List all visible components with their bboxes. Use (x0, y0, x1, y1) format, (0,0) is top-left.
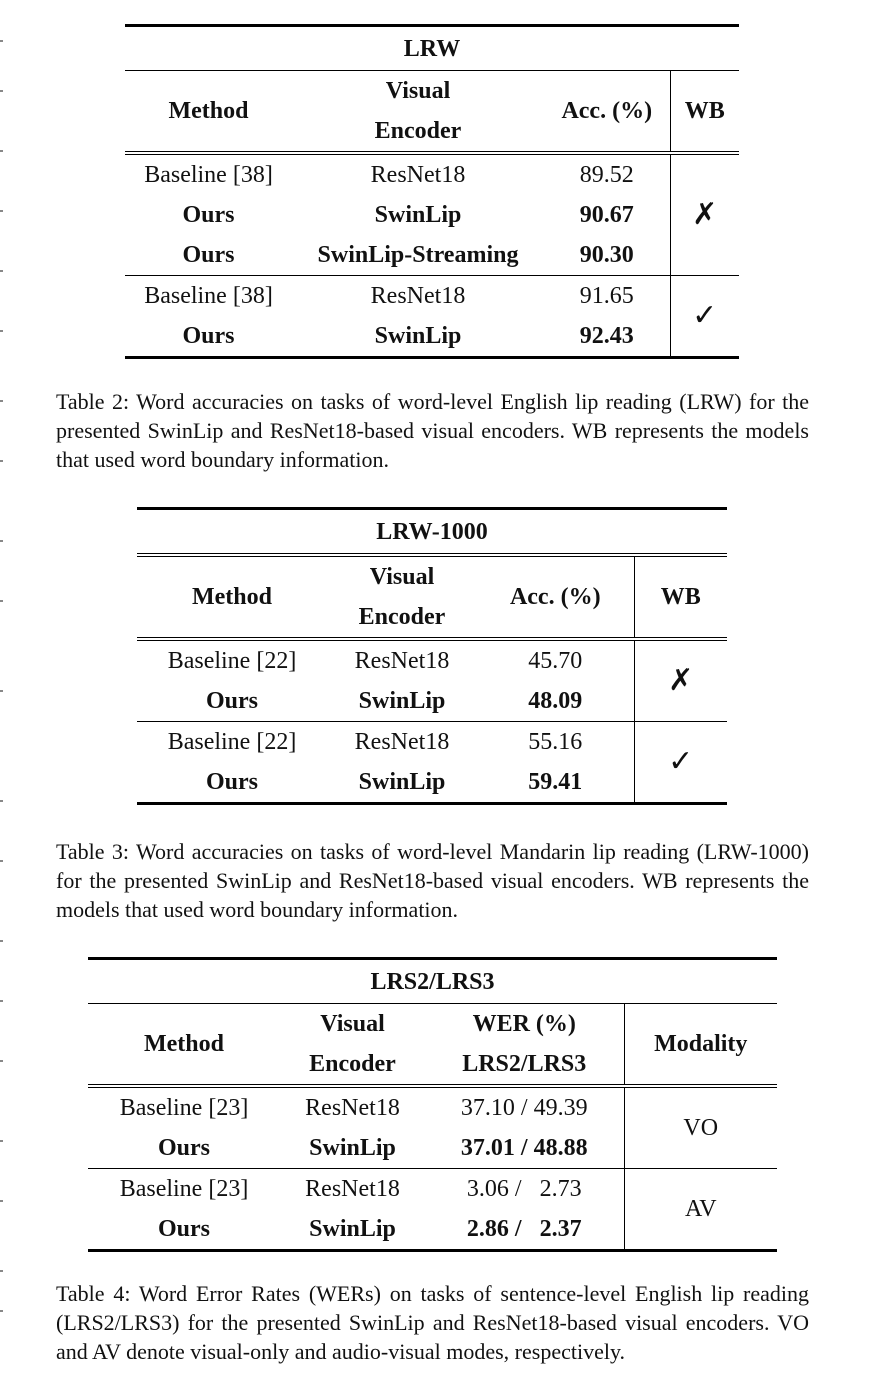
header-encoder-line2: Encoder (309, 1050, 396, 1077)
wer-cell: 37.10 / 49.39 (425, 1086, 624, 1128)
encoder-cell: SwinLip (309, 1135, 396, 1161)
encoder-cell: ResNet18 (327, 639, 477, 681)
encoder-cell: SwinLip (374, 202, 462, 228)
header-method: Method (88, 1004, 280, 1087)
encoder-cell: SwinLip (280, 1209, 425, 1251)
table-2-lrw (125, 24, 739, 359)
method-cell: Baseline [23] (88, 1169, 280, 1210)
wb-check-mark: ✓ (670, 276, 739, 358)
encoder-cell: SwinLip (292, 316, 544, 358)
table-row (137, 722, 727, 763)
header-method: Method (137, 555, 327, 639)
header-accuracy: Acc. (%) (477, 555, 634, 639)
table-4-caption: Table 4: Word Error Rates (WERs) on tasks of sentence-level English lip reading (LRS2/LRS3) for the presented SwinLip and ResNet18-based visual encoders. VO and AV denote visual-only and audio-visual modes, respectively. (56, 1281, 809, 1364)
table-row (88, 1169, 777, 1210)
method-cell: Baseline [38] (125, 276, 292, 317)
table-row (125, 195, 739, 235)
header-encoder-line1: Visual (280, 1004, 425, 1045)
table-4-lrs2-lrs3 (88, 957, 777, 1252)
table-row (125, 153, 739, 195)
header-encoder-line1: Visual (292, 71, 544, 112)
wer-cell: 2.86 / 2.37 (425, 1209, 624, 1251)
method-cell: Baseline [38] (125, 153, 292, 195)
encoder-cell: ResNet18 (280, 1086, 425, 1128)
method-cell: Ours (125, 316, 292, 358)
method-cell: Ours (137, 762, 327, 804)
header-wb: WB (670, 71, 739, 154)
accuracy-cell: 92.43 (544, 316, 670, 358)
table-title: LRW-1000 (137, 509, 727, 556)
left-margin-line-markers (0, 0, 6, 1396)
header-modality: Modality (624, 1004, 777, 1087)
encoder-cell: ResNet18 (280, 1169, 425, 1210)
table-3-lrw-1000 (137, 507, 727, 805)
modality-cell: VO (624, 1086, 777, 1169)
encoder-cell: SwinLip-Streaming (317, 242, 519, 268)
table-title: LRS2/LRS3 (88, 959, 777, 1004)
accuracy-cell: 55.16 (477, 722, 634, 763)
encoder-cell: ResNet18 (327, 722, 477, 763)
table-row (88, 1086, 777, 1128)
header-encoder-line1: Visual (327, 555, 477, 597)
wer-cell: 3.06 / 2.73 (425, 1169, 624, 1210)
encoder-cell: SwinLip (327, 762, 477, 804)
wb-check-mark: ✓ (634, 722, 727, 804)
wb-cross-mark: ✗ (670, 153, 739, 276)
accuracy-cell: 90.30 (579, 242, 634, 268)
header-method: Method (125, 71, 292, 154)
header-wer-line2: LRS2/LRS3 (462, 1050, 587, 1077)
encoder-cell: ResNet18 (292, 153, 544, 195)
header-wb: WB (634, 555, 727, 639)
header-accuracy: Acc. (%) (544, 71, 670, 154)
header-encoder-line2: Encoder (358, 603, 446, 630)
method-cell: Baseline [23] (88, 1086, 280, 1128)
accuracy-cell: 91.65 (544, 276, 670, 317)
table-row (125, 235, 739, 276)
encoder-cell: ResNet18 (292, 276, 544, 317)
method-cell: Ours (88, 1209, 280, 1251)
accuracy-cell: 89.52 (544, 153, 670, 195)
table-title: LRW (125, 26, 739, 71)
table-row (137, 639, 727, 681)
method-cell: Ours (182, 202, 235, 228)
accuracy-cell: 90.67 (579, 202, 634, 228)
header-encoder-line2: Encoder (374, 117, 462, 144)
encoder-cell: SwinLip (358, 688, 446, 714)
wb-cross-mark: ✗ (634, 639, 727, 722)
method-cell: Baseline [22] (137, 722, 327, 763)
modality-cell: AV (624, 1169, 777, 1251)
table-2-caption: Table 2: Word accuracies on tasks of word-level English lip reading (LRW) for the presented SwinLip and ResNet18-based visual encoders. WB represents the models that used word boundary information. (56, 389, 809, 472)
table-3-caption: Table 3: Word accuracies on tasks of word-level Mandarin lip reading (LRW-1000) for the presented SwinLip and ResNet18-based visual encoders. WB represents the models that used word boundary information. (56, 839, 809, 922)
table-row (125, 276, 739, 317)
method-cell: Baseline [22] (137, 639, 327, 681)
method-cell: Ours (205, 688, 258, 714)
method-cell: Ours (182, 242, 235, 268)
accuracy-cell: 45.70 (477, 639, 634, 681)
wer-cell: 37.01 / 48.88 (460, 1135, 588, 1161)
accuracy-cell: 48.09 (528, 688, 583, 714)
accuracy-cell: 59.41 (477, 762, 634, 804)
header-wer-line1: WER (%) (425, 1004, 624, 1045)
table-row (125, 316, 739, 358)
method-cell: Ours (157, 1135, 210, 1161)
